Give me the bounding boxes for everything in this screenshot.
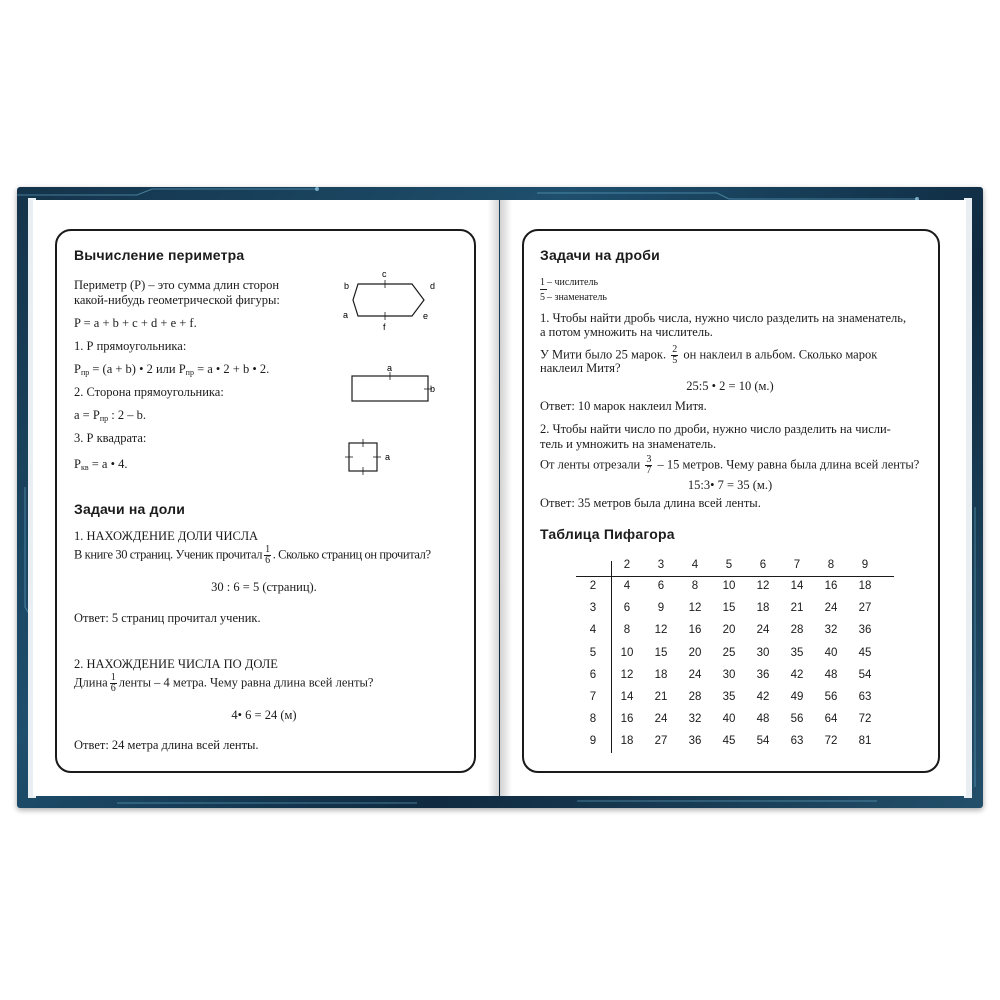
table-cell: 12 bbox=[688, 602, 702, 615]
perimeter-title: Вычисление периметра bbox=[74, 247, 245, 263]
table-row-header: 5 bbox=[589, 646, 597, 659]
table-cell: 10 bbox=[620, 646, 634, 659]
table-cell: 72 bbox=[858, 713, 872, 726]
table-cell: 20 bbox=[688, 646, 702, 659]
table-cell: 32 bbox=[688, 713, 702, 726]
table-row-header: 2 bbox=[589, 580, 597, 592]
table-cell: 48 bbox=[756, 713, 770, 726]
fractions-rule1-problem-line2: наклеил Митя? bbox=[540, 361, 621, 375]
table-col-header: 6 bbox=[759, 559, 767, 571]
table-cell: 45 bbox=[858, 646, 872, 659]
table-cell: 36 bbox=[858, 624, 872, 637]
rect-perimeter-heading: 1. Р прямоугольника: bbox=[74, 339, 187, 353]
hexagon-label-d: d bbox=[430, 281, 436, 291]
table-col-header: 8 bbox=[827, 559, 835, 571]
table-col-header: 7 bbox=[793, 559, 801, 571]
fractions-rule1-line2: а потом умножить на числитель. bbox=[540, 325, 713, 339]
table-cell: 12 bbox=[756, 580, 770, 592]
table-cell: 63 bbox=[858, 691, 872, 703]
hexagon-label-f: f bbox=[383, 322, 386, 332]
table-cell: 4 bbox=[623, 580, 631, 592]
table-cell: 6 bbox=[657, 580, 665, 592]
table-cell: 54 bbox=[756, 735, 770, 748]
table-cell: 27 bbox=[858, 602, 872, 615]
perimeter-definition-line1: Периметр (Р) – это сумма длин сторон bbox=[74, 278, 280, 292]
fractions-rule2-problem: От ленты отрезали $\frac{3}{7}$ – 15 метров. Чему равна была длина всей ленты? bbox=[540, 454, 920, 476]
table-cell: 30 bbox=[756, 646, 770, 659]
table-cell: 14 bbox=[620, 691, 634, 703]
fractions-rule1-calc: 25:5 • 2 = 10 (м.) bbox=[686, 379, 774, 393]
table-cell: 24 bbox=[654, 713, 668, 726]
table-cell: 18 bbox=[654, 668, 668, 681]
table-cell: 24 bbox=[756, 624, 770, 637]
fractions-rule2-line2: тель и умножить на знаменатель. bbox=[540, 437, 717, 451]
fractions-rule2-answer: Ответ: 35 метров была длина всей ленты. bbox=[540, 496, 761, 510]
table-cell: 72 bbox=[824, 735, 838, 748]
book-gutter bbox=[488, 200, 512, 796]
hexagon-label-e: e bbox=[423, 311, 429, 321]
table-cell: 32 bbox=[824, 624, 838, 637]
perimeter-definition-line2: какой-нибудь геометрической фигуры: bbox=[74, 293, 280, 307]
fraction-three-sevenths: $\frac{3}{7}$ bbox=[646, 454, 652, 476]
parts-p2-problem: Длина $\frac{1}{6}$ ленты – 4 метра. Чему равна длина всей ленты? bbox=[74, 672, 374, 694]
square-shape bbox=[349, 443, 377, 471]
table-cell: 64 bbox=[824, 713, 838, 726]
table-cell: 56 bbox=[790, 713, 804, 726]
table-col-header: 4 bbox=[691, 559, 699, 571]
table-col-header: 5 bbox=[725, 559, 733, 571]
table-cell: 21 bbox=[654, 691, 668, 703]
parts-p2-calc: 4• 6 = 24 (м) bbox=[231, 708, 297, 722]
hexagon-label-a: a bbox=[343, 310, 349, 320]
parts-p1-answer: Ответ: 5 страниц прочитал ученик. bbox=[74, 611, 261, 625]
table-cell: 56 bbox=[824, 691, 838, 703]
table-cell: 40 bbox=[824, 646, 838, 659]
table-cell: 63 bbox=[790, 735, 804, 748]
table-cell: 9 bbox=[657, 602, 665, 615]
table-cell: 8 bbox=[691, 580, 699, 592]
rectangle-label-b: b bbox=[430, 384, 436, 394]
square-label-a: a bbox=[385, 452, 391, 462]
table-cell: 16 bbox=[824, 580, 838, 592]
denominator-label: – знаменатель bbox=[547, 292, 607, 303]
table-cell: 48 bbox=[824, 668, 838, 681]
table-cell: 6 bbox=[623, 602, 631, 615]
square-perimeter-formula: $P_{кв} = a$ • 4. bbox=[74, 457, 128, 472]
table-cell: 45 bbox=[722, 735, 736, 748]
table-cell: 18 bbox=[620, 735, 634, 748]
rect-side-formula: $a = P_{пр}$ : 2 – b. bbox=[74, 408, 146, 423]
table-cell: 15 bbox=[722, 602, 736, 615]
fractions-rule2-calc: 15:3• 7 = 35 (м.) bbox=[687, 478, 773, 492]
table-cell: 81 bbox=[858, 735, 872, 748]
table-row-header: 4 bbox=[589, 624, 597, 637]
parts-p1-heading: 1. НАХОЖДЕНИЕ ДОЛИ ЧИСЛА bbox=[74, 529, 259, 543]
table-col-header: 2 bbox=[623, 559, 631, 571]
fractions-rule1-answer: Ответ: 10 марок наклеил Митя. bbox=[540, 399, 707, 413]
table-col-header: 9 bbox=[861, 559, 869, 571]
table-row-header: 3 bbox=[589, 602, 597, 615]
table-cell: 21 bbox=[790, 602, 804, 615]
parts-p2-heading: 2. НАХОЖДЕНИЕ ЧИСЛА ПО ДОЛЕ bbox=[74, 657, 278, 671]
table-cell: 30 bbox=[722, 668, 736, 681]
table-row-header: 9 bbox=[589, 735, 597, 748]
rectangle-label-a: a bbox=[387, 363, 393, 373]
denominator-digit: 5 bbox=[540, 292, 545, 303]
table-header-line bbox=[576, 576, 894, 577]
perimeter-formula: P = a + b + c + d + e + f. bbox=[74, 316, 197, 330]
parts-title: Задачи на доли bbox=[74, 501, 186, 517]
table-row-header: 6 bbox=[589, 668, 597, 681]
table-cell: 36 bbox=[688, 735, 702, 748]
table-cell: 35 bbox=[790, 646, 804, 659]
table-cell: 18 bbox=[756, 602, 770, 615]
table-cell: 28 bbox=[790, 624, 804, 637]
hexagon-shape bbox=[353, 284, 424, 316]
parts-p1-calc: 30 : 6 = 5 (страниц). bbox=[211, 580, 317, 594]
table-cell: 20 bbox=[722, 624, 736, 637]
pythagoras-title: Таблица Пифагора bbox=[540, 526, 675, 542]
table-row-header: 7 bbox=[589, 691, 597, 703]
fractions-rule1-problem: У Мити было 25 марок. $\frac{2}{5}$ он наклеил в альбом. Сколько марок bbox=[540, 344, 878, 366]
square-diagram bbox=[345, 438, 401, 476]
table-cell: 28 bbox=[688, 691, 702, 703]
table-cell: 14 bbox=[790, 580, 804, 592]
rect-perimeter-formula: $P_{пр} = (a + b)$ • 2 или $P_{пр} = a$ • 2 + b • 2. bbox=[74, 362, 270, 377]
numerator-digit: 1 bbox=[540, 277, 545, 288]
table-cell: 36 bbox=[756, 668, 770, 681]
table-cell: 12 bbox=[620, 668, 634, 681]
table-row-header: 8 bbox=[589, 713, 597, 726]
rect-side-heading: 2. Сторона прямоугольника: bbox=[74, 385, 224, 399]
table-cell: 27 bbox=[654, 735, 668, 748]
table-cell: 18 bbox=[858, 580, 872, 592]
table-cell: 42 bbox=[756, 691, 770, 703]
parts-p1-problem: В книге 30 страниц. Ученик прочитал $\frac{1}{6}$ . Сколько страниц он прочитал? bbox=[74, 544, 431, 566]
hexagon-diagram bbox=[338, 266, 444, 334]
table-cell: 16 bbox=[620, 713, 634, 726]
table-cell: 12 bbox=[654, 624, 668, 637]
table-cell: 35 bbox=[722, 691, 736, 703]
fraction-one-sixth-2: $\frac{1}{6}$ bbox=[110, 672, 116, 694]
square-perimeter-heading: 3. Р квадрата: bbox=[74, 431, 147, 445]
table-cell: 42 bbox=[790, 668, 804, 681]
table-cell: 54 bbox=[858, 668, 872, 681]
table-cell: 10 bbox=[722, 580, 736, 592]
fractions-rule1-line1: 1. Чтобы найти дробь числа, нужно число разделить на знаменатель, bbox=[540, 311, 907, 325]
hexagon-label-c: c bbox=[382, 269, 387, 279]
parts-p2-answer: Ответ: 24 метра длина всей ленты. bbox=[74, 738, 259, 752]
numerator-label: – числитель bbox=[547, 277, 599, 288]
fractions-title: Задачи на дроби bbox=[540, 247, 660, 263]
table-col-header: 3 bbox=[657, 559, 665, 571]
table-cell: 15 bbox=[654, 646, 668, 659]
table-cell: 25 bbox=[722, 646, 736, 659]
fraction-two-fifths: $\frac{2}{5}$ bbox=[672, 344, 678, 366]
table-cell: 8 bbox=[623, 624, 631, 637]
table-cell: 24 bbox=[824, 602, 838, 615]
table-cell: 40 bbox=[722, 713, 736, 726]
fractions-rule2-line1: 2. Чтобы найти число по дроби, нужно число разделить на числи- bbox=[540, 422, 891, 436]
hexagon-label-b: b bbox=[344, 281, 350, 291]
rectangle-diagram bbox=[345, 362, 440, 406]
table-cell: 24 bbox=[688, 668, 702, 681]
table-cell: 49 bbox=[790, 691, 804, 703]
table-cell: 16 bbox=[688, 624, 702, 637]
fraction-one-sixth: $\frac{1}{6}$ bbox=[265, 544, 270, 566]
